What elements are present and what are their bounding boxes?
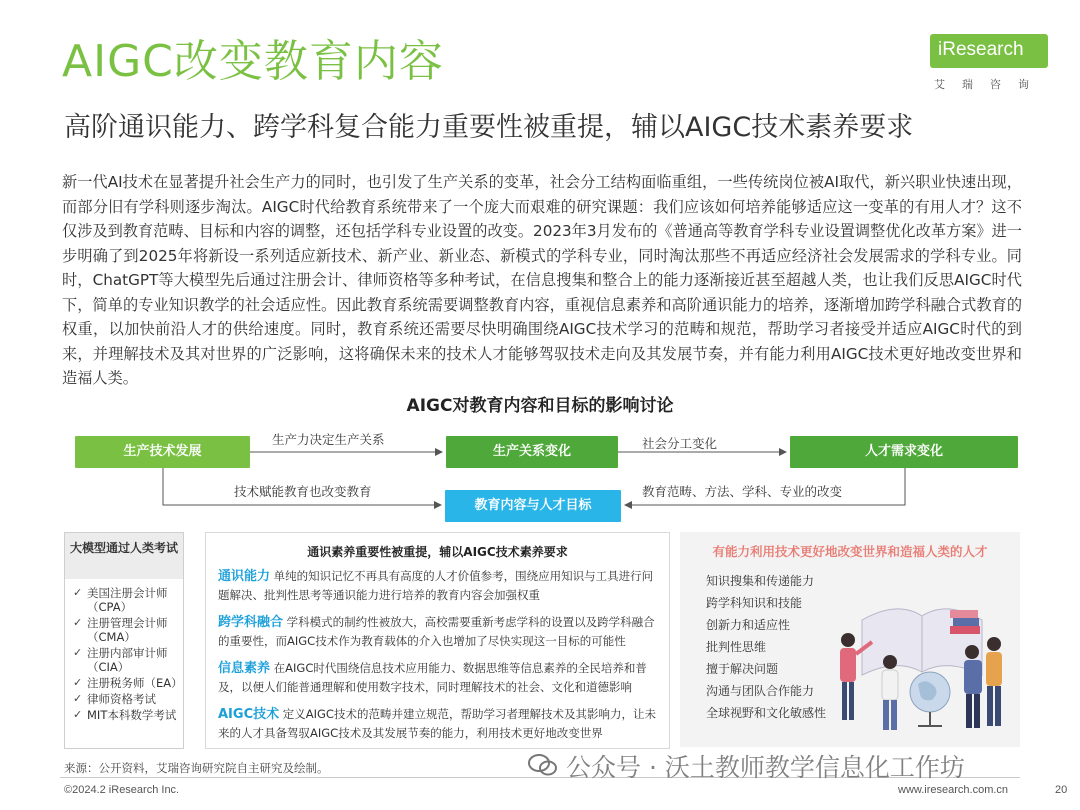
- exam-panel: [64, 532, 184, 749]
- talent-panel-title: 有能力利用技术更好地改变世界和造福人类的人才: [712, 544, 988, 559]
- box-edu-content: 教育内容与人才目标: [445, 490, 621, 522]
- literacy-item: 信息素养 在AIGC时代围绕信息技术应用能力、数据思维等信息素养的全民培养和普及，以便人们能普通理解和使用数字技术，同时理解技术的社会、文化和道德影响: [218, 661, 647, 694]
- literacy-keyword: 通识能力: [218, 569, 271, 584]
- box-talent-demand: 人才需求变化: [790, 436, 1018, 468]
- check-icon: ✓: [73, 586, 83, 599]
- box-production-relations: 生产关系变化: [446, 436, 618, 468]
- literacy-item: AIGC技术 定义AIGC技术的范畴并建立规范，帮助学习者理解技术及其影响力，让未来的人才具备驾驭AIGC技术及其发展节奏的能力，利用技术更好地改变世界: [218, 707, 656, 740]
- talent-item: 擅于解决问题: [706, 662, 779, 676]
- page-subtitle: 高阶通识能力、跨学科复合能力重要性被重提，辅以AIGC技术素养要求: [64, 112, 914, 143]
- page-title: AIGC改变教育内容: [62, 36, 444, 87]
- check-icon: ✓: [73, 692, 83, 705]
- talent-item: 沟通与团队合作能力: [706, 684, 815, 698]
- literacy-item: 通识能力 单纯的知识记忆不再具有高度的人才价值参考，围绕应用知识与工具进行问题解决、批判性思考等通识能力进行培养的教育内容会加强权重: [218, 569, 654, 602]
- exam-item: ✓ 美国注册会计师（CPA）: [73, 586, 168, 614]
- source-note: 来源：公开资料，艾瑞咨询研究院自主研究及绘制。: [64, 761, 329, 775]
- label-tech-empower: 技术赋能教育也改变教育: [234, 484, 372, 499]
- literacy-keyword: AIGC技术: [218, 707, 280, 722]
- education-illustration: [822, 580, 1012, 740]
- label-division: 社会分工变化: [642, 436, 718, 451]
- talent-item: 批判性思维: [706, 640, 767, 654]
- check-icon: ✓: [73, 676, 83, 689]
- literacy-keyword: 跨学科融合: [218, 615, 284, 630]
- website-link[interactable]: www.iresearch.com.cn: [898, 784, 1009, 796]
- talent-item: 创新力和适应性: [706, 618, 791, 632]
- literacy-keyword: 信息素养: [218, 661, 271, 676]
- check-icon: ✓: [73, 646, 83, 659]
- page-number: 20: [1055, 784, 1068, 796]
- copyright: ©2024.2 iResearch Inc.: [64, 784, 180, 796]
- talent-item: 知识搜集和传递能力: [706, 574, 815, 588]
- exam-item: ✓ 注册税务师（EA）: [73, 676, 183, 690]
- check-icon: ✓: [73, 616, 83, 629]
- literacy-item: 跨学科融合 学科模式的制约性被放大，高校需要重新考虑学科的设置以及跨学科融合的重要性，而AIGC技术作为教育载体的介入也增加了尽快实现这一目标的可能性: [218, 615, 655, 648]
- label-productivity: 生产力决定生产关系: [272, 432, 385, 447]
- diagram-title: AIGC对教育内容和目标的影响讨论: [406, 396, 674, 416]
- exam-item: ✓ 注册管理会计师（CMA）: [73, 616, 168, 644]
- body-paragraph: 新一代AI技术在显著提升社会生产力的同时，也引发了生产关系的变革，社会分工结构面临重组，一些传统岗位被AI取代，新兴职业快速出现，而部分旧有学科则逐步淘汰。AIGC时代给教育系统带来了一个庞大而艰难的研究课题：我们应该如何培养能够适应这一变革的有用人才？这不仅涉及到教育范畴、目标和内容的调整，还包括学科专业设置的改变。2023年3月发布的《普通高等教育学科专业设置调整优化改革方案》进一步明确了到2025年将新设一系列适应新技术、新产业、新业态、新模式的学科专业，同时淘汰那些不再适应经济社会发展需求的学科专业。同时，ChatGPT等大模型先后通过注册会计、律师资格等多种考试，在信息搜集和整合上的能力逐渐接近甚至超越人类，也让我们反思AIGC时代下，简单的专业知识教学的社会适应性。因此教育系统需要调整教育内容，重视信息素养和高阶通识能力的培养，逐渐增加跨学科融合式教育的权重，以加快前沿人才的供给速度。同时，教育系统还需要尽快明确围绕AIGC技术学习的范畴和规范，帮助学习者接受并适应AIGC时代的到来，并理解技术及其对世界的广泛影响，这将确保未来的技术人才能够驾驭技术走向及其发展节奏，并有能力利用AIGC技术更好地改变世界和造福人类。: [62, 173, 1022, 387]
- talent-item: 全球视野和文化敏感性: [706, 706, 827, 720]
- exam-item: ✓ 律师资格考试: [73, 692, 156, 706]
- exam-item: ✓ 注册内部审计师（CIA）: [73, 646, 168, 674]
- wechat-icon: [528, 752, 558, 778]
- literacy-panel-title: 通识素养重要性被重提，辅以AIGC技术素养要求: [307, 545, 568, 559]
- check-icon: ✓: [73, 708, 83, 721]
- label-edu-change: 教育范畴、方法、学科、专业的改变: [642, 484, 843, 499]
- literacy-panel: [205, 532, 670, 749]
- talent-item: 跨学科知识和技能: [706, 596, 803, 610]
- logo-subtitle: 艾瑞咨询: [934, 78, 1046, 91]
- exam-panel-title: 大模型通过人类考试: [65, 533, 183, 579]
- exam-item: ✓ MIT本科数学考试: [73, 708, 177, 722]
- logo-wordmark: iResearch: [938, 39, 1024, 60]
- watermark: 公众号 · 沃土教师教学信息化工作坊: [566, 753, 965, 782]
- box-production-tech: 生产技术发展: [75, 436, 250, 468]
